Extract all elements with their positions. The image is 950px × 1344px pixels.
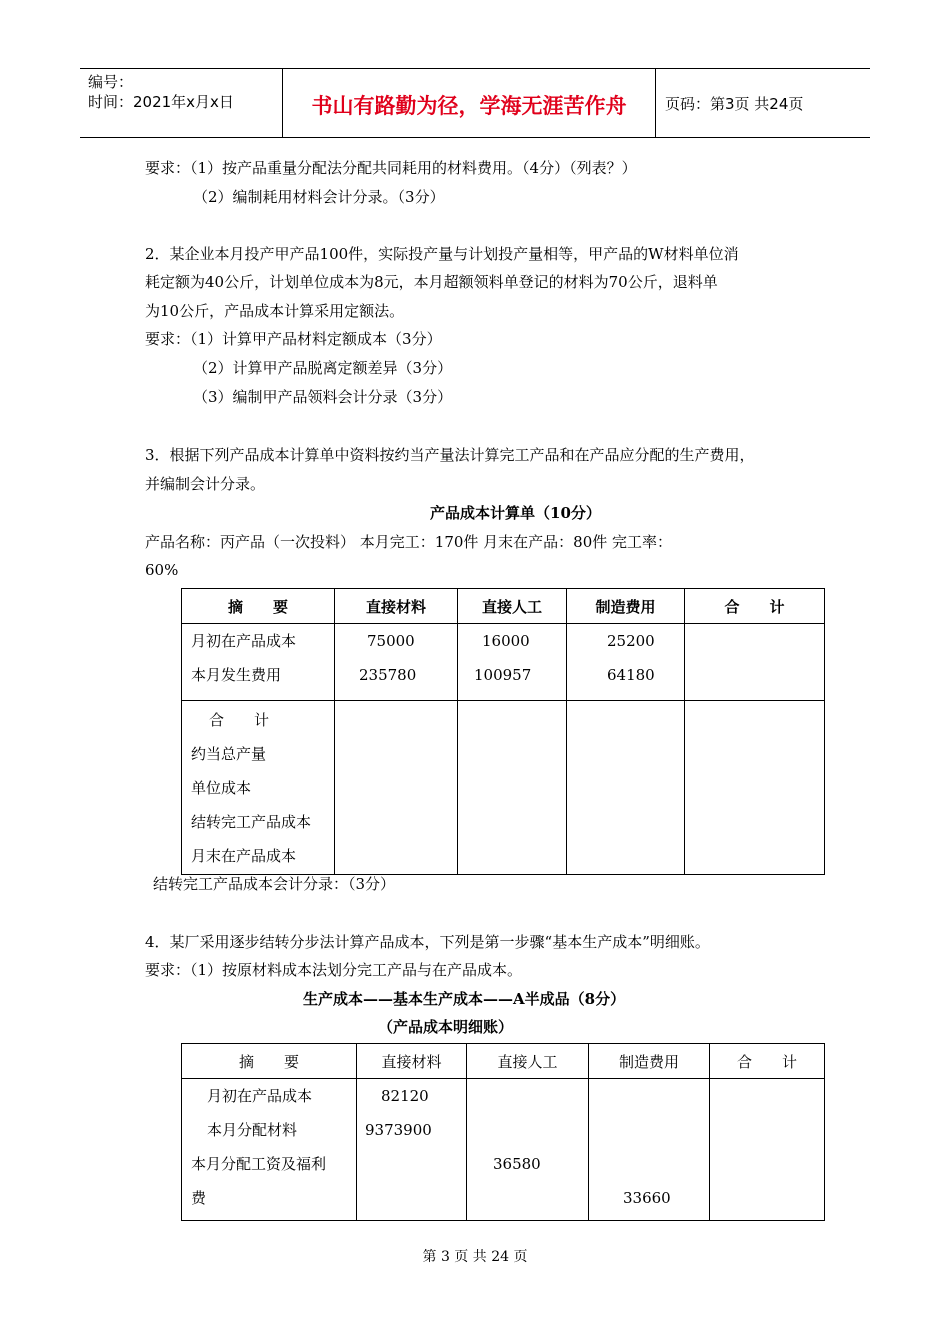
q2-req2: （2）计算甲产品脱离定额差异（3分） xyxy=(193,359,453,377)
q2-line3: 为10公斤，产品成本计算采用定额法。 xyxy=(145,302,405,320)
s1-req2: （2）编制耗用材料会计分录。（3分） xyxy=(193,188,445,206)
q3-bottom-overhead xyxy=(567,701,685,875)
q4-label-wages: 本月分配工资及福利 xyxy=(191,1155,327,1173)
q3-labor-current: 100957 xyxy=(474,666,532,684)
q4-labor-wages: 36580 xyxy=(493,1155,541,1173)
q2-line1: 2．某企业本月投产甲产品100件，实际投产量与计划投产量相等，甲产品的W材料单位消 xyxy=(145,245,739,263)
q4-label-opening: 月初在产品成本 xyxy=(207,1087,313,1105)
q4-header-total: 合 计 xyxy=(710,1044,825,1079)
q4-total xyxy=(710,1079,825,1221)
q3-header-labor: 直接人工 xyxy=(458,589,567,624)
q3-line2: 并编制会计分录。 xyxy=(145,475,266,493)
number-label: 编号： xyxy=(88,73,134,91)
page-footer: 第 3 页 共 24 页 xyxy=(422,1249,528,1265)
q3-material-opening: 75000 xyxy=(367,632,415,650)
q4-overhead-value: 33660 xyxy=(623,1189,671,1207)
page-header xyxy=(80,68,870,138)
q4-label-wages-cont: 费 xyxy=(191,1189,207,1207)
s1-req1: 要求：（1）按产品重量分配法分配共同耗用的材料费用。（4分）（列表？） xyxy=(145,159,637,177)
q3-material-current: 235780 xyxy=(359,666,417,684)
q3-bottom-material xyxy=(335,701,458,875)
q3-header-summary: 摘 要 xyxy=(182,589,335,624)
q4-header-overhead: 制造费用 xyxy=(589,1044,710,1079)
q4-line1: 4．某厂采用逐步结转分步法计算产品成本，下列是第一步骤“基本生产成本”明细账。 xyxy=(145,933,710,951)
q2-req1: 要求：（1）计算甲产品材料定额成本（3分） xyxy=(145,330,442,348)
q3-labor-opening: 16000 xyxy=(482,632,530,650)
q4-title2: （产品成本明细账） xyxy=(378,1018,514,1036)
q3-label-unit: 单位成本 xyxy=(191,779,252,797)
q4-header-summary: 摘 要 xyxy=(182,1044,357,1079)
q4-req1: 要求：（1）按原材料成本法划分完工产品与在产品成本。 xyxy=(145,961,523,979)
q3-info-line2: 60% xyxy=(145,561,179,579)
q4-labels xyxy=(182,1079,357,1221)
a-semi-product-table xyxy=(181,1043,825,1221)
q3-label-finished: 结转完工产品成本 xyxy=(191,813,312,831)
q4-labor xyxy=(467,1079,589,1221)
q3-top-overhead xyxy=(567,624,685,701)
q4-overhead xyxy=(589,1079,710,1221)
q3-top-labor xyxy=(458,624,567,701)
q3-bottom-labor xyxy=(458,701,567,875)
q3-label-opening: 月初在产品成本 xyxy=(191,632,297,650)
q3-top-total xyxy=(685,624,825,701)
q3-header-material: 直接材料 xyxy=(335,589,458,624)
q4-material-current: 9373900 xyxy=(365,1121,432,1139)
q4-material xyxy=(357,1079,467,1221)
q3-header-total: 合 计 xyxy=(685,589,825,624)
q3-top-material xyxy=(335,624,458,701)
q4-header-material: 直接材料 xyxy=(357,1044,467,1079)
q3-info-line: 产品名称：丙产品（一次投料） 本月完工：170件 月末在产品：80件 完工率： xyxy=(145,533,673,551)
q3-line1: 3．根据下列产品成本计算单中资料按约当产量法计算完工产品和在产品应分配的生产费用， xyxy=(145,446,755,464)
q3-label-total: 合 计 xyxy=(209,711,270,729)
q3-table-title: 产品成本计算单（10分） xyxy=(430,504,601,522)
q3-top-labels xyxy=(182,624,335,701)
header-motto: 书山有路勤为径，学海无涯苦作舟 xyxy=(283,69,656,137)
date-label: 时间：2021年x月x日 xyxy=(88,93,234,111)
q4-title1: 生产成本——基本生产成本——A半成品（8分） xyxy=(303,990,626,1008)
header-meta xyxy=(80,69,283,137)
cost-calc-table xyxy=(181,588,825,875)
q3-label-current: 本月发生费用 xyxy=(191,666,282,684)
q4-label-material: 本月分配材料 xyxy=(207,1121,298,1139)
q3-overhead-current: 64180 xyxy=(607,666,655,684)
q4-header-labor: 直接人工 xyxy=(467,1044,589,1079)
q3-overhead-opening: 25200 xyxy=(607,632,655,650)
q3-bottom-total xyxy=(685,701,825,875)
q3-label-ending: 月末在产品成本 xyxy=(191,847,297,865)
q2-req3: （3）编制甲产品领料会计分录（3分） xyxy=(193,388,453,406)
q2-line2: 耗定额为40公斤，计划单位成本为8元，本月超额领料单登记的材料为70公斤，退料单 xyxy=(145,273,718,291)
header-page-label: 页码：第3页 共24页 xyxy=(665,94,804,113)
q3-label-equiv: 约当总产量 xyxy=(191,745,267,763)
q4-material-opening: 82120 xyxy=(381,1087,429,1105)
q3-journal: 结转完工产品成本会计分录：（3分） xyxy=(153,875,396,893)
q3-header-overhead: 制造费用 xyxy=(567,589,685,624)
q3-bottom-labels xyxy=(182,701,335,875)
